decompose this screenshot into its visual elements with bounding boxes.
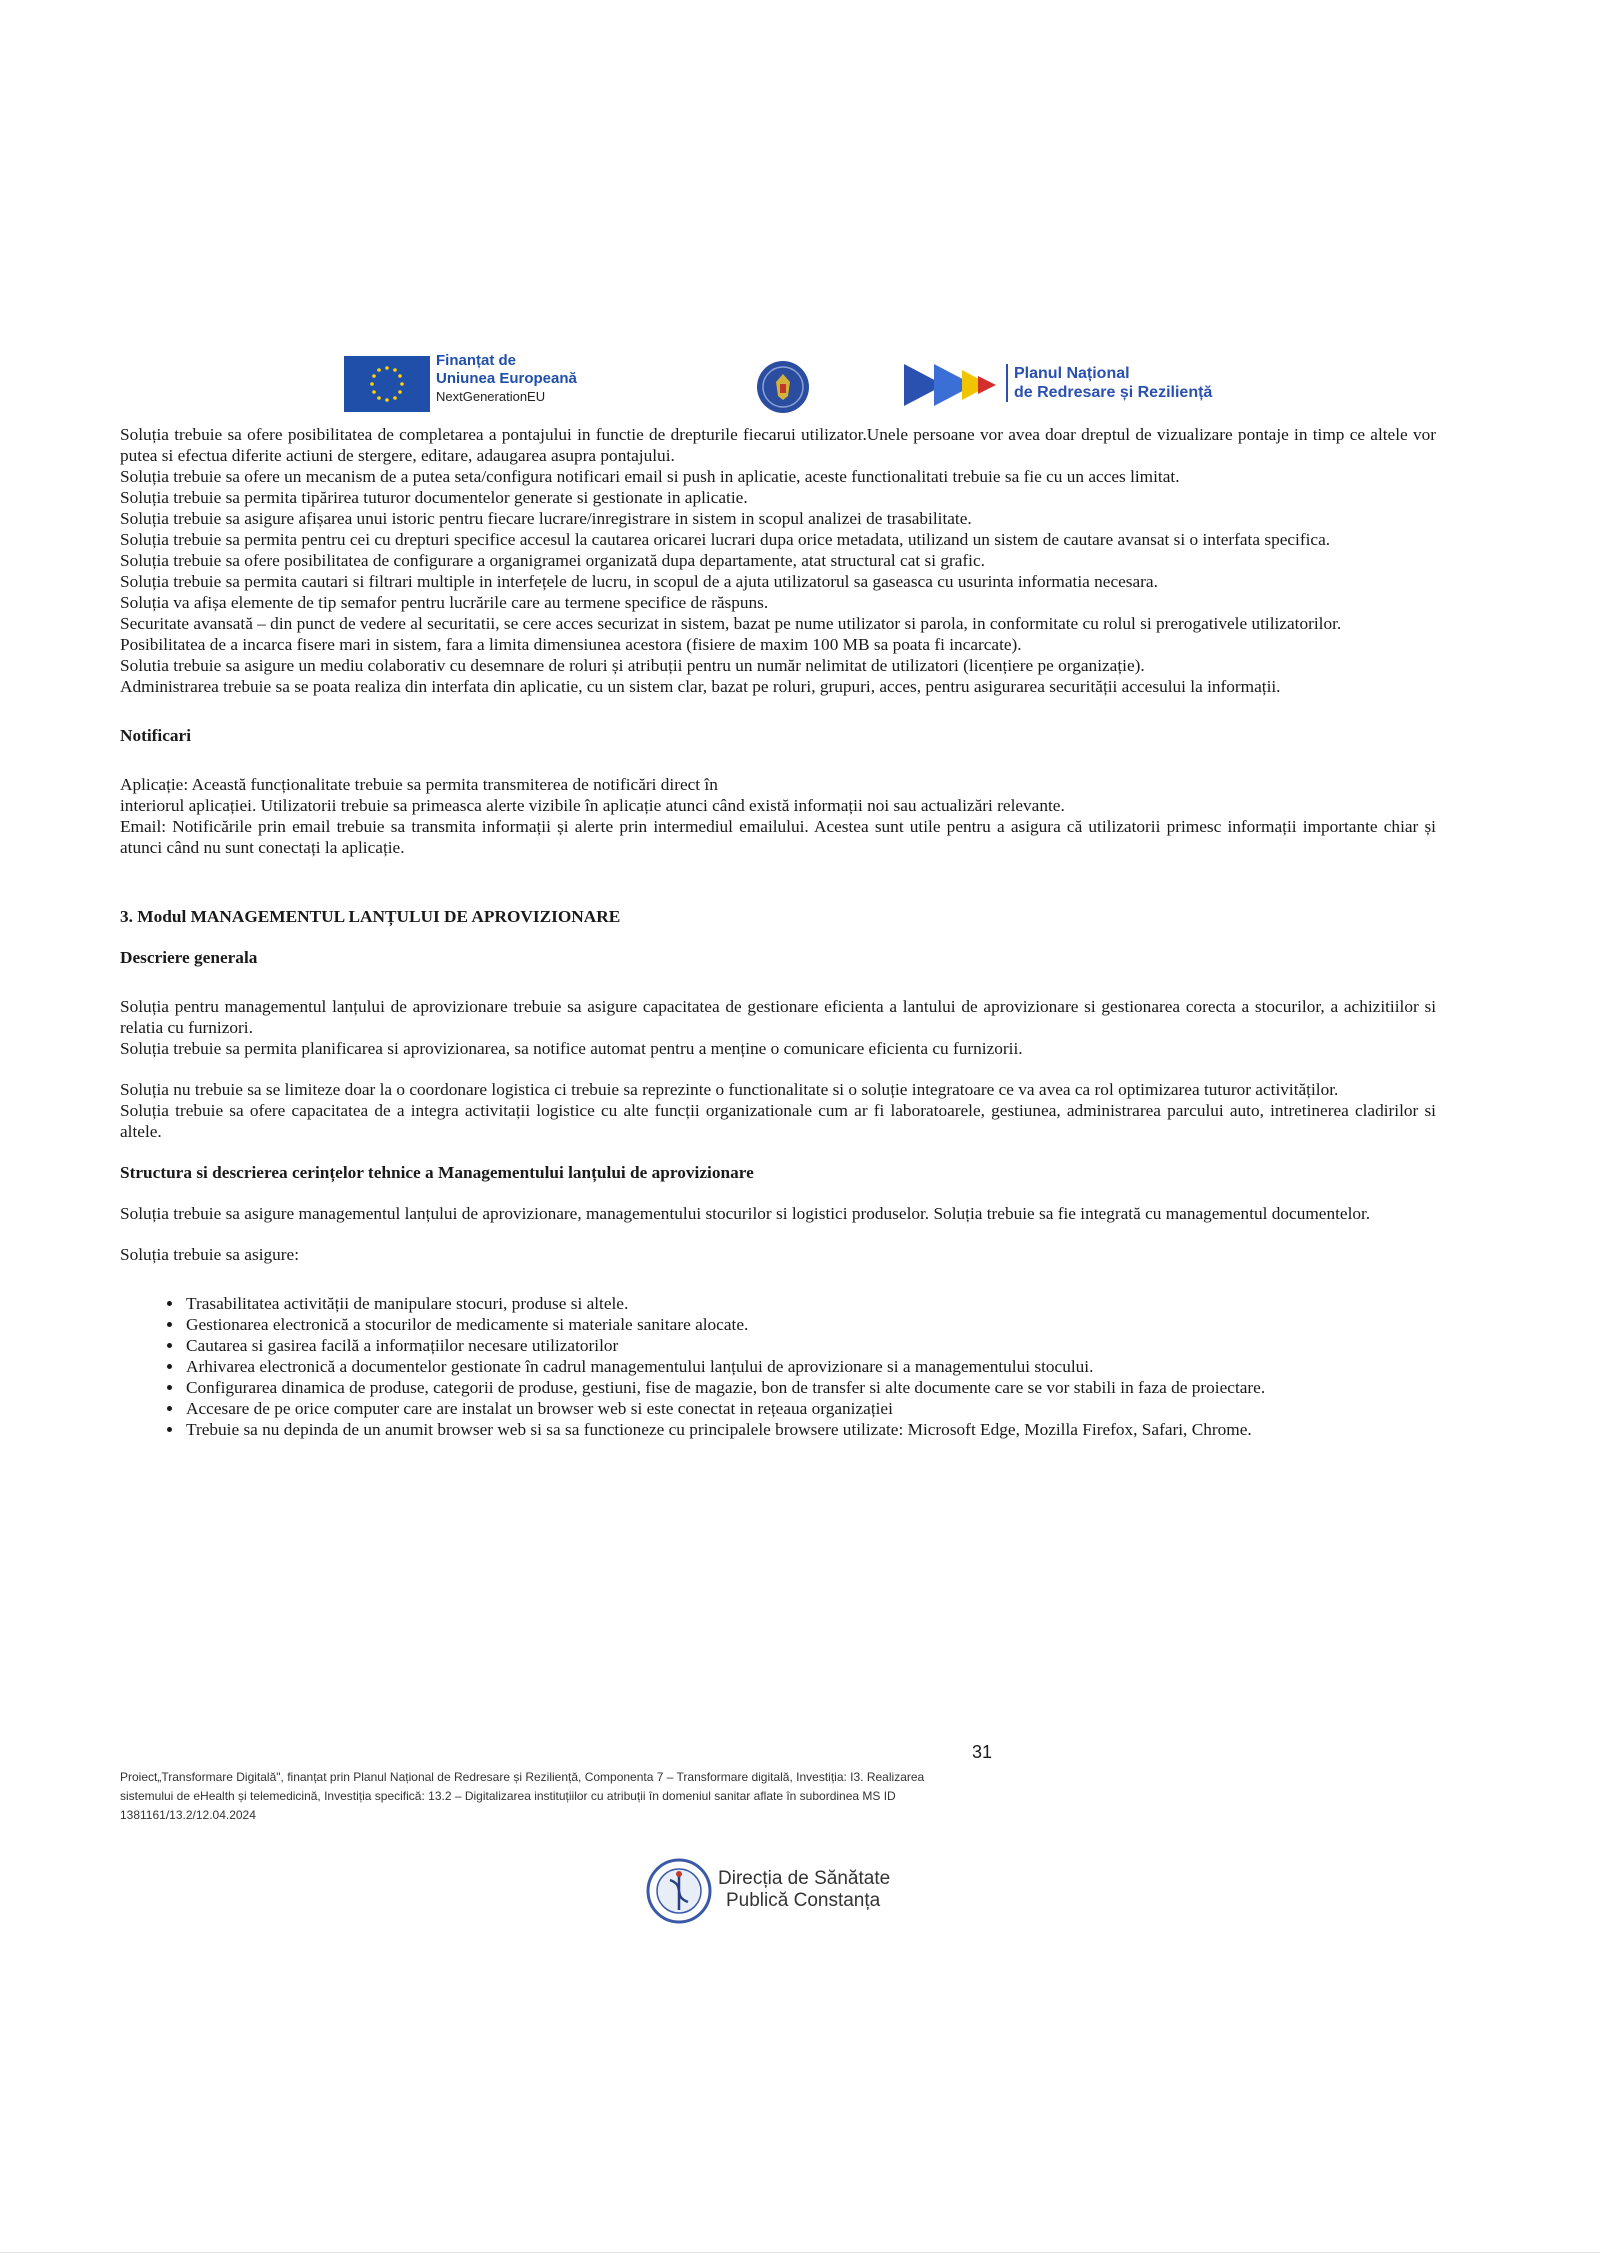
- eu-funding-label: [436, 352, 577, 406]
- pnrr-line-2: de Redresare și Reziliență: [1014, 384, 1213, 401]
- pnrr-label: [1006, 364, 1212, 402]
- paragraph: Soluția trebuie sa asigure:: [120, 1245, 300, 1264]
- eu-line-2: Uniunea Europeană: [436, 370, 577, 387]
- section-3-subheading: Descriere generala: [120, 948, 258, 967]
- list-item: • Configurarea dinamica de produse, categorii de produse, gestiuni, fise de magazie, bon de transfer si alte documente care se vor stabili in faza de proiectare.: [184, 1377, 1436, 1398]
- dsp-seal-icon: [646, 1858, 712, 1924]
- paragraph: Soluția trebuie sa ofere capacitatea de a integra activitații logistice cu alte funcții organizationale cum ar fi laboratoarele, gestiunea, administrarea parcului auto, intretinerea cladirilor si altele.: [120, 1101, 1436, 1141]
- paragraph: Soluția trebuie sa permita pentru cei cu drepturi specifice accesul la cautarea oricarei lucrari dupa orice metadata, utilizand un sistem de cautare avansat si o interfata specifica.: [120, 530, 1331, 549]
- paragraph: Soluția trebuie sa asigure afișarea unui istoric pentru fiecare lucrare/inregistrare in sistem in scopul analizei de trasabilitate.: [120, 509, 972, 528]
- paragraph: Soluția trebuie sa permita cautari si filtrari multiple in interfețele de lucru, in scopul de a ajuta utilizatorul sa gaseasca cu usurinta informatia necesara.: [120, 572, 1158, 591]
- page-number: 31: [972, 1742, 993, 1762]
- paragraph: Solutia trebuie sa asigure un mediu colaborativ cu desemnare de roluri și atribuții pentru un număr nelimitat de utilizatori (licențiere pe organizație).: [120, 656, 1145, 675]
- dsp-line-1: Direcția de Sănătate: [718, 1868, 891, 1889]
- structure-heading: Structura si descrierea cerințelor tehnice a Managementului lanțului de aprovizionare: [120, 1163, 754, 1182]
- paragraph: Aplicație: Această funcționalitate trebuie sa permita transmiterea de notificări direct în: [120, 775, 718, 794]
- pnrr-line-1: Planul Național: [1014, 365, 1130, 382]
- eu-line-1: Finanțat de: [436, 352, 517, 369]
- page-bottom-divider: [0, 2252, 1600, 2253]
- notificari-heading: Notificari: [120, 726, 192, 745]
- eu-flag-icon: [344, 356, 430, 412]
- paragraph: Posibilitatea de a incarca fisere mari in sistem, fara a limita dimensiunea acestora (fisiere de maxim 100 MB sa poata fi incarcate).: [120, 635, 1022, 654]
- dsp-label: [718, 1868, 890, 1912]
- requirements-list: [120, 1293, 1436, 1440]
- eu-line-3: NextGenerationEU: [436, 389, 546, 404]
- dsp-line-2: Publică Constanța: [726, 1890, 881, 1911]
- romania-government-seal-icon: [756, 360, 810, 414]
- paragraph: Soluția trebuie sa ofere posibilitatea de completarea a pontajului in functie de drepturile fiecarui utilizator.Unele persoane vor avea doar dreptul de vizualizare pontaje in timp ce altele vor putea si efectua diferite actiuni de stergere, editare, adaugarea asupra pontajului.: [120, 425, 1436, 465]
- list-item: • Gestionarea electronică a stocurilor de medicamente si materiale sanitare alocate.: [184, 1314, 1436, 1335]
- list-item: • Arhivarea electronică a documentelor gestionate în cadrul managementului lanțului de aprovizionare si a managementului stocului.: [184, 1356, 1436, 1377]
- paragraph: Soluția pentru managementul lanțului de aprovizionare trebuie sa asigure capacitatea de gestionare eficienta a lantului de aprovizionare si gestionarea corecta a stocurilor, a achizitiilor si relatia cu furnizori.: [120, 997, 1436, 1037]
- footer-project-note: Proiect„Transformare Digitală", finanțat prin Planul Național de Redresare și Reziliență, Componenta 7 – Transformare digitală, Investiția: I3. Realizarea sistemului de eHealth și telemedicină, Investiția specifică: 13.2 – Digitalizarea instituțiilor cu atribuții în domeniul sanitar aflate în subordinea MS ID 1381161/13.2/12.04.2024: [120, 1770, 925, 1822]
- paragraph: Soluția trebuie sa permita tipărirea tuturor documentelor generate si gestionate in aplicatie.: [120, 488, 748, 507]
- paragraph: interiorul aplicației. Utilizatorii trebuie sa primeasca alerte vizibile în aplicație atunci când există informații noi sau actualizări relevante.: [120, 796, 1065, 815]
- list-item: • Accesare de pe orice computer care are instalat un browser web si este conectat in rețeaua organizației: [184, 1398, 1436, 1419]
- section-3-heading: 3. Modul MANAGEMENTUL LANȚULUI DE APROVIZIONARE: [120, 907, 621, 926]
- list-item: • Trasabilitatea activității de manipulare stocuri, produse si altele.: [184, 1293, 1436, 1314]
- list-item: • Cautarea si gasirea facilă a informațiilor necesare utilizatorilor: [184, 1335, 1436, 1356]
- paragraph: Soluția va afișa elemente de tip semafor pentru lucrările care au termene specifice de răspuns.: [120, 593, 769, 612]
- dsp-constanta-logo: [646, 1858, 946, 1924]
- document-body: [120, 424, 1436, 1440]
- paragraph: Soluția trebuie sa permita planificarea si aprovizionarea, sa notifice automat pentru a menține o comunicare eficienta cu furnizorii.: [120, 1039, 1023, 1058]
- paragraph: Administrarea trebuie sa se poata realiza din interfata din aplicatie, cu un sistem clar, bazat pe roluri, grupuri, acces, pentru asigurarea securității accesului la informații.: [120, 677, 1281, 696]
- funding-header: [344, 352, 1244, 414]
- pnrr-logo-icon: [904, 360, 1000, 410]
- paragraph: Email: Notificările prin email trebuie sa transmita informații și alerte prin intermediul emailului. Acestea sunt utile pentru a asigura că utilizatorii primesc informații importante chiar și atunci când nu sunt conectați la aplicație.: [120, 817, 1436, 857]
- paragraph: Securitate avansată – din punct de vedere al securitatii, se cere acces securizat in sistem, bazat pe nume utilizator si parola, in conformitate cu rolul si prerogativele utilizatorilor.: [120, 614, 1342, 633]
- list-item: • Trebuie sa nu depinda de un anumit browser web si sa sa functioneze cu principalele browsere utilizate: Microsoft Edge, Mozilla Firefox, Safari, Chrome.: [184, 1419, 1436, 1440]
- paragraph: Soluția trebuie sa ofere un mecanism de a putea seta/configura notificari email si push in aplicatie, aceste functionalitati trebuie sa fie cu un acces limitat.: [120, 467, 1180, 486]
- paragraph: Soluția trebuie sa ofere posibilitatea de configurare a organigramei organizată dupa departamente, atat structural cat si grafic.: [120, 551, 985, 570]
- paragraph: Soluția nu trebuie sa se limiteze doar la o coordonare logistica ci trebuie sa reprezinte o functionalitate si o soluție integratoare ce va avea ca rol optimizarea tuturor activităților.: [120, 1080, 1339, 1099]
- paragraph: Soluția trebuie sa asigure managementul lanțului de aprovizionare, managementului stocurilor si logistici produselor. Soluția trebuie sa fie integrată cu managementul documentelor.: [120, 1204, 1371, 1223]
